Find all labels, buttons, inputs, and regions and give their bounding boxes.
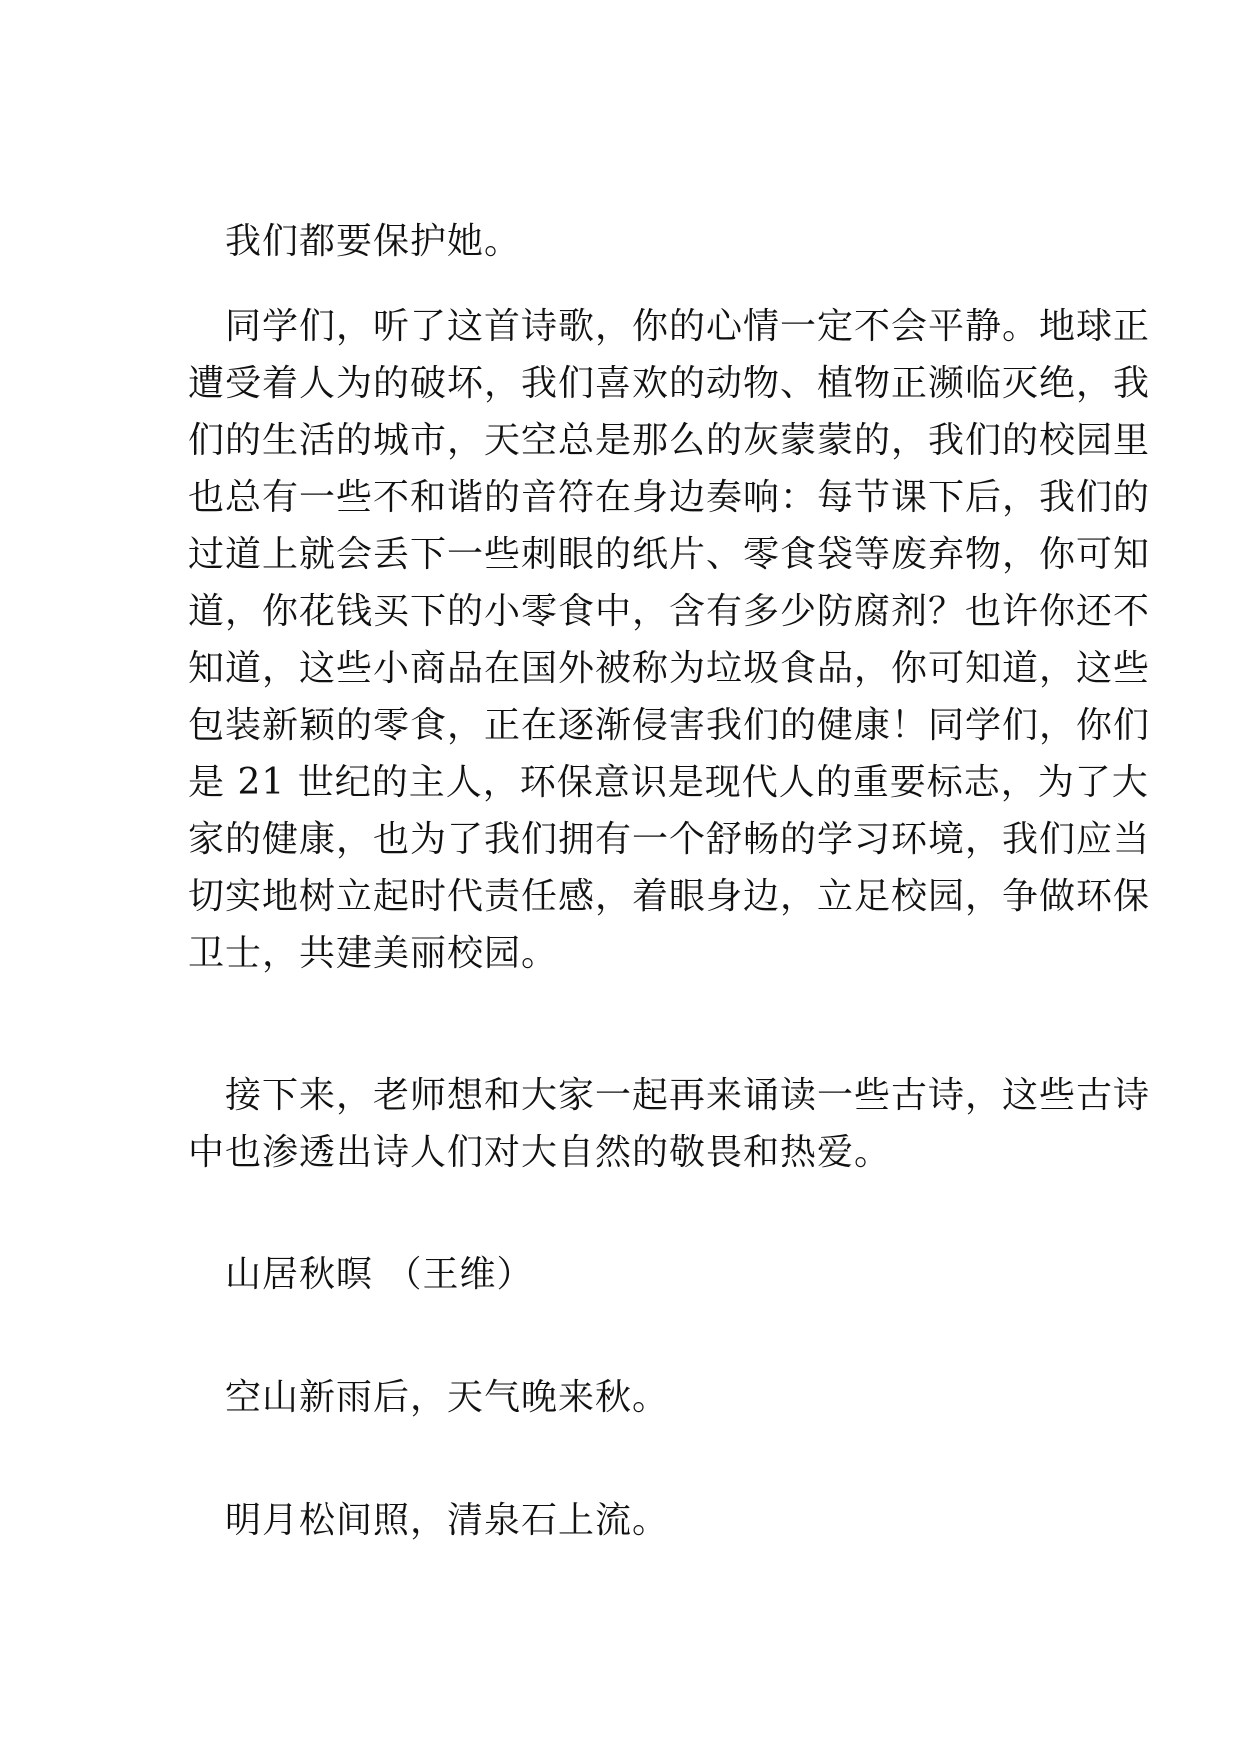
paragraph-line: 知道，这些小商品在国外被称为垃圾食品，你可知道，这些 bbox=[188, 648, 1151, 689]
paragraph-line: 们的生活的城市，天空总是那么的灰蒙蒙的，我们的校园里 bbox=[188, 420, 1151, 461]
paragraph-line: 切实地树立起时代责任感，着眼身边，立足校园，争做环保 bbox=[188, 876, 1151, 917]
poem-title: 山居秋暝 （王维） bbox=[188, 1254, 534, 1295]
poem-verse: 明月松间照，清泉石上流。 bbox=[188, 1500, 670, 1541]
paragraph-line: 也总有一些不和谐的音符在身边奏响：每节课下后，我们的 bbox=[188, 477, 1151, 518]
paragraph-protect-her: 我们都要保护她。 bbox=[188, 221, 522, 262]
paragraph-line: 接下来，老师想和大家一起再来诵读一些古诗，这些古诗 bbox=[188, 1075, 1151, 1116]
paragraph-line: 过道上就会丢下一些刺眼的纸片、零食袋等废弃物，你可知 bbox=[188, 534, 1151, 575]
paragraph-line: 家的健康，也为了我们拥有一个舒畅的学习环境，我们应当 bbox=[188, 819, 1151, 860]
paragraph-line: 中也渗透出诗人们对大自然的敬畏和热爱。 bbox=[188, 1132, 892, 1173]
paragraph-line: 是 21 世纪的主人，环保意识是现代人的重要标志，为了大 bbox=[188, 762, 1149, 803]
paragraph-line: 道，你花钱买下的小零食中，含有多少防腐剂？也许你还不 bbox=[188, 591, 1151, 632]
paragraph-line: 同学们，听了这首诗歌，你的心情一定不会平静。地球正 bbox=[188, 306, 1151, 347]
poem-verse: 空山新雨后，天气晚来秋。 bbox=[188, 1377, 670, 1418]
paragraph-line: 卫士，共建美丽校园。 bbox=[188, 933, 559, 974]
paragraph-line: 包装新颖的零食，正在逐渐侵害我们的健康！同学们，你们 bbox=[188, 705, 1151, 746]
paragraph-line: 遭受着人为的破坏，我们喜欢的动物、植物正濒临灭绝，我 bbox=[188, 363, 1151, 404]
